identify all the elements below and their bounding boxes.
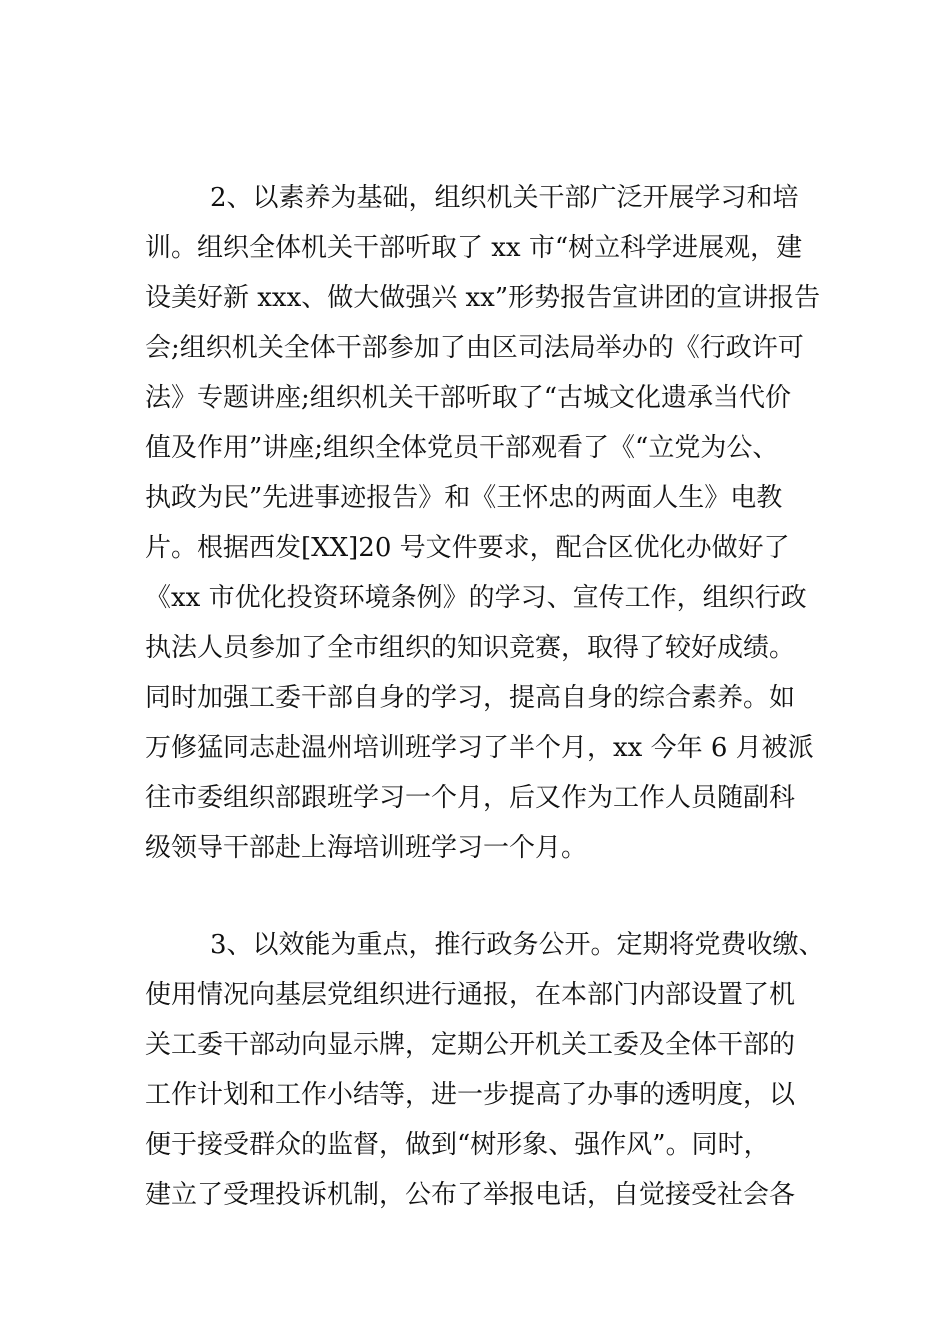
- paragraph-line: 执政为民”先进事迹报告》和《王怀忠的两面人生》电教: [145, 483, 783, 513]
- paragraph-line: 《xx 市优化投资环境条例》的学习、宣传工作，组织行政: [145, 583, 807, 613]
- paragraph-line: 执法人员参加了全市组织的知识竞赛，取得了较好成绩。: [145, 633, 796, 663]
- paragraph-line: 训。组织全体机关干部听取了 xx 市“树立科学进展观，建: [145, 233, 803, 263]
- paragraph-line: 往市委组织部跟班学习一个月，后又作为工作人员随副科: [145, 783, 796, 813]
- paragraph-line: 便于接受群众的监督，做到“树形象、强作风”。同时，: [145, 1130, 770, 1160]
- paragraph-line: 会;组织机关全体干部参加了由区司法局举办的《行政许可: [145, 333, 804, 363]
- paragraph-line: 法》专题讲座;组织机关干部听取了“古城文化遗承当代价: [145, 383, 792, 413]
- paragraph-line: 设美好新 xxx、做大做强兴 xx”形势报告宣讲团的宣讲报告: [145, 283, 821, 313]
- paragraph-line: 3、以效能为重点，推行政务公开。定期将党费收缴、: [210, 930, 825, 960]
- paragraph-line: 片。根据西发[XX]20 号文件要求，配合区优化办做好了: [145, 533, 790, 563]
- paragraph-line: 级领导干部赴上海培训班学习一个月。: [145, 833, 588, 863]
- paragraph-line: 万修猛同志赴温州培训班学习了半个月，xx 今年 6 月被派: [145, 733, 814, 763]
- paragraph-line: 使用情况向基层党组织进行通报，在本部门内部设置了机: [145, 980, 796, 1010]
- paragraph-line: 2、以素养为基础，组织机关干部广泛开展学习和培: [210, 183, 799, 213]
- paragraph-line: 建立了受理投诉机制，公布了举报电话，自觉接受社会各: [145, 1180, 796, 1210]
- paragraph-line: 值及作用”讲座;组织全体党员干部观看了《“立党为公、: [145, 433, 779, 463]
- paragraph-line: 工作计划和工作小结等，进一步提高了办事的透明度，以: [145, 1080, 796, 1110]
- paragraph-line: 同时加强工委干部自身的学习，提高自身的综合素养。如: [145, 683, 796, 713]
- paragraph-line: 关工委干部动向显示牌，定期公开机关工委及全体干部的: [145, 1030, 796, 1060]
